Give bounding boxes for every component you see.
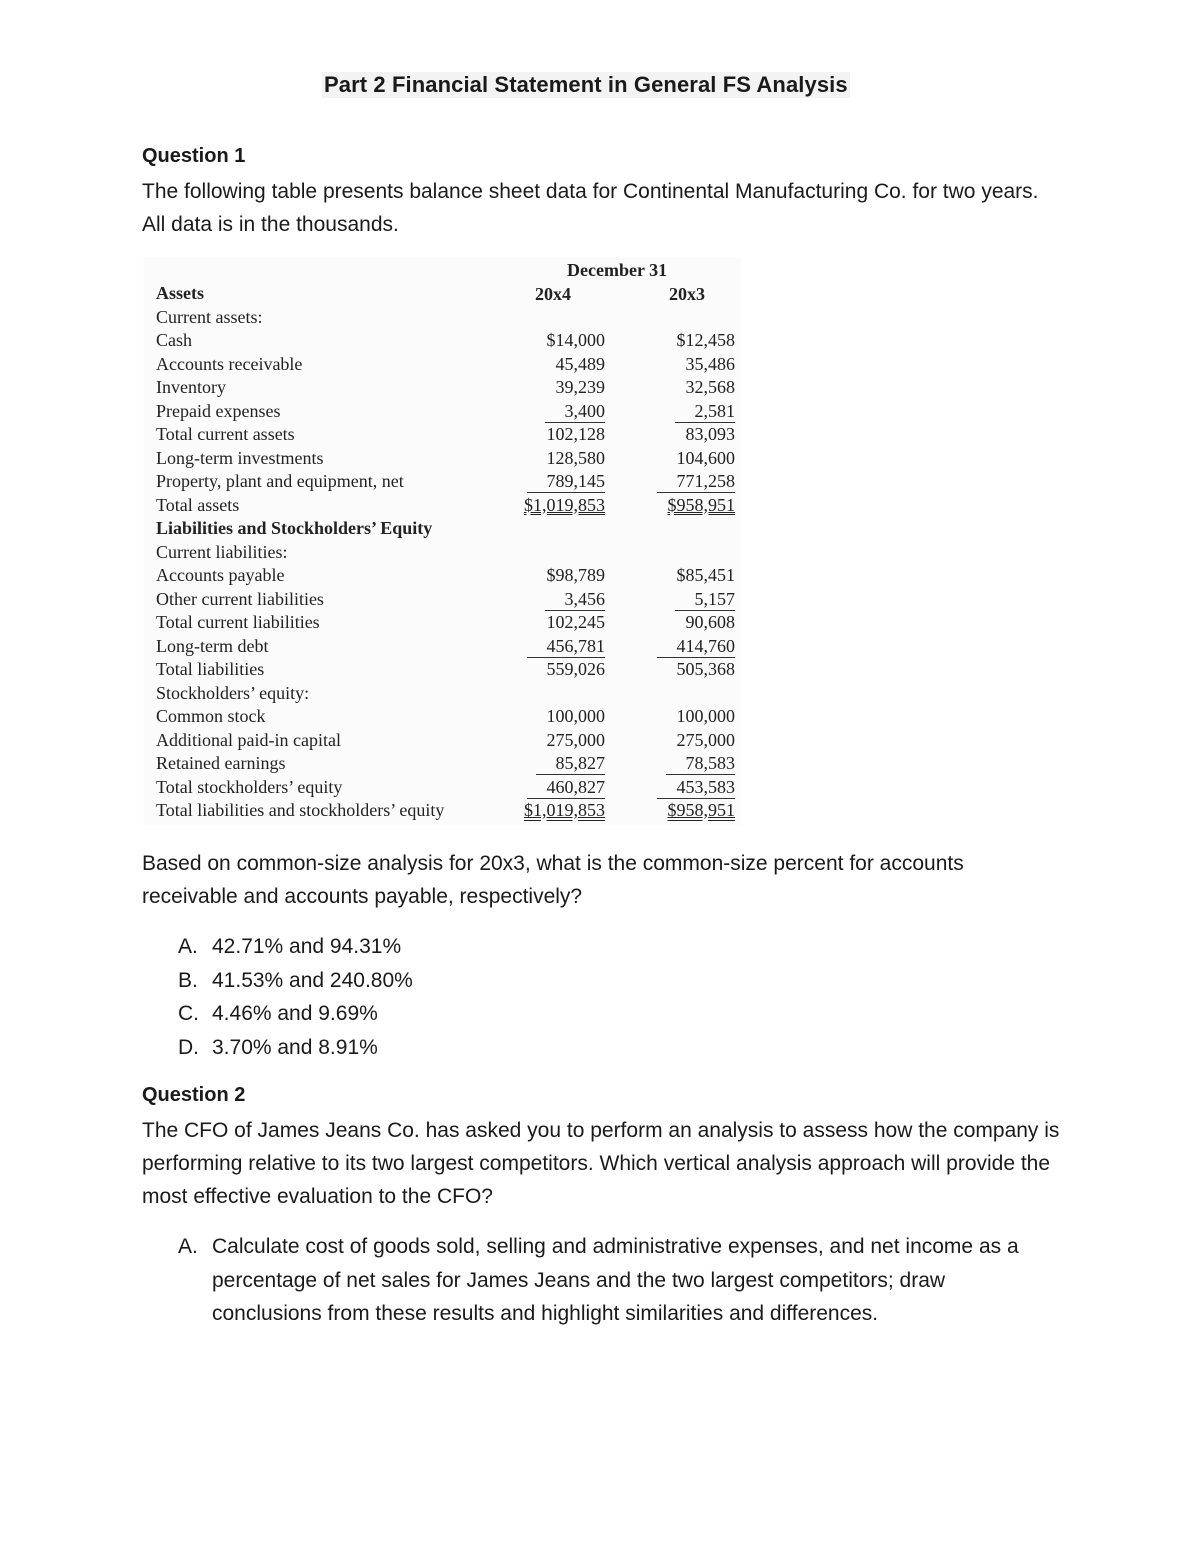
row-label: Long-term investments <box>156 447 324 468</box>
value-20x3: 90,608 <box>685 612 735 632</box>
option-letter: A. <box>178 935 198 958</box>
value-20x4: $1,019,853 <box>524 800 605 820</box>
option-text: 42.71% and 94.31% <box>212 935 402 958</box>
balance-sheet-table <box>143 257 741 825</box>
table-row <box>143 730 741 754</box>
row-label: Accounts receivable <box>156 353 303 374</box>
row-label: Inventory <box>156 377 226 397</box>
table-row <box>143 565 741 589</box>
option-letter: B. <box>178 968 198 992</box>
row-label: Total liabilities <box>156 659 265 679</box>
value-20x4: 3,400 <box>545 401 606 423</box>
value-20x4: 275,000 <box>546 729 605 750</box>
value-20x3: $958,951 <box>667 494 735 515</box>
row-label: Retained earnings <box>156 753 286 773</box>
question-1-heading: Question 1 <box>142 145 246 167</box>
page-title: Part 2 Financial Statement in General FS Analysis <box>324 72 848 97</box>
row-label: Property, plant and equipment, net <box>156 471 404 491</box>
table-header-december: December 31 <box>567 260 668 280</box>
value-20x3: 35,486 <box>685 353 735 374</box>
option-letter: D. <box>178 1035 199 1059</box>
table-row <box>143 283 741 307</box>
question-2-options <box>178 1230 1058 1331</box>
question-1-intro: The following table presents balance sheet data for Continental Manufacturing Co. for two years. All data is in the thousands. <box>142 180 1039 236</box>
table-row <box>143 307 741 331</box>
value-20x3: 83,093 <box>685 424 735 444</box>
value-20x4: 460,827 <box>527 777 606 799</box>
table-row <box>143 683 741 707</box>
row-label: Cash <box>156 330 192 350</box>
option-a[interactable] <box>178 1230 1058 1331</box>
row-label: Total assets <box>156 494 240 515</box>
value-20x4: 102,245 <box>546 612 605 632</box>
row-label: Long-term debt <box>156 635 269 656</box>
table-header-20x3: 20x3 <box>669 284 705 304</box>
row-label: Stockholders’ equity: <box>156 682 310 703</box>
value-20x3: 78,583 <box>666 753 736 775</box>
value-20x3: 5,157 <box>675 589 736 611</box>
option-letter: A. <box>178 1235 198 1258</box>
table-row <box>143 471 741 495</box>
value-20x3: 32,568 <box>685 377 735 397</box>
value-20x3: 104,600 <box>676 447 735 468</box>
value-20x3: 275,000 <box>676 729 735 750</box>
table-row <box>143 330 741 354</box>
value-20x3: 414,760 <box>657 636 736 658</box>
table-row <box>143 589 741 613</box>
value-20x4: 85,827 <box>536 753 606 775</box>
value-20x3: $12,458 <box>676 330 735 350</box>
row-label: Accounts payable <box>156 565 285 585</box>
option-a[interactable] <box>178 930 413 964</box>
row-label: Total current assets <box>156 424 295 444</box>
value-20x4: 45,489 <box>555 353 605 374</box>
value-20x4: 559,026 <box>546 659 605 679</box>
option-b[interactable] <box>178 964 413 998</box>
table-row <box>143 753 741 777</box>
value-20x4: $98,789 <box>546 565 605 585</box>
value-20x3: 505,368 <box>676 659 735 679</box>
value-20x3: $85,451 <box>676 565 735 585</box>
option-text: 3.70% and 8.91% <box>212 1035 378 1059</box>
value-20x4: 3,456 <box>545 589 606 611</box>
option-c[interactable] <box>178 997 413 1031</box>
table-row <box>143 659 741 683</box>
question-2-prompt: The CFO of James Jeans Co. has asked you to perform an analysis to assess how the company is performing relative to its two largest competitors. Which vertical analysis approach will provide the most effective evaluation to the CFO? <box>142 1119 1060 1208</box>
row-label: Additional paid-in capital <box>156 729 341 750</box>
row-label: Total liabilities and stockholders’ equity <box>156 800 445 820</box>
value-20x3: 771,258 <box>657 471 736 493</box>
option-text: 41.53% and 240.80% <box>212 968 413 992</box>
value-20x3: 2,581 <box>675 401 736 423</box>
row-label: Assets <box>156 283 204 303</box>
table-row <box>143 401 741 425</box>
value-20x4: 128,580 <box>546 447 605 468</box>
value-20x4: 100,000 <box>546 706 605 726</box>
value-20x3: 453,583 <box>657 777 736 799</box>
value-20x3: 100,000 <box>676 706 735 726</box>
option-text: 4.46% and 9.69% <box>212 1002 378 1025</box>
question-2-heading: Question 2 <box>142 1084 246 1106</box>
value-20x4: 456,781 <box>527 636 606 658</box>
option-letter: C. <box>178 1002 199 1025</box>
row-label: Current assets: <box>156 306 263 327</box>
table-row <box>143 377 741 401</box>
table-row <box>143 424 741 448</box>
option-text: Calculate cost of goods sold, selling and administrative expenses, and net income as a percentage of net sales for James Jeans and the two largest competitors; draw conclusions from these results and highlight similarities and differences. <box>212 1235 1019 1325</box>
table-row <box>143 706 741 730</box>
row-label: Prepaid expenses <box>156 400 281 421</box>
table-header-20x4: 20x4 <box>535 284 571 304</box>
row-label: Total stockholders’ equity <box>156 776 343 797</box>
table-row <box>143 518 741 542</box>
table-row <box>143 777 741 801</box>
table-row <box>143 800 741 824</box>
option-d[interactable] <box>178 1031 413 1065</box>
value-20x3: $958,951 <box>667 800 735 820</box>
table-row <box>143 448 741 472</box>
value-20x4: 789,145 <box>527 471 606 493</box>
table-row <box>143 636 741 660</box>
row-label: Liabilities and Stockholders’ Equity <box>156 518 433 538</box>
table-row <box>143 542 741 566</box>
value-20x4: $1,019,853 <box>524 494 605 515</box>
value-20x4: $14,000 <box>546 330 605 350</box>
table-row <box>143 354 741 378</box>
value-20x4: 39,239 <box>555 377 605 397</box>
question-1-prompt: Based on common-size analysis for 20x3, what is the common-size percent for accounts receivable and accounts payable, respectively? <box>142 852 964 908</box>
row-label: Total current liabilities <box>156 612 320 632</box>
row-label: Current liabilities: <box>156 541 288 562</box>
table-row <box>143 495 741 519</box>
value-20x4: 102,128 <box>546 424 605 444</box>
row-label: Common stock <box>156 706 266 726</box>
row-label: Other current liabilities <box>156 588 324 609</box>
question-1-options <box>178 930 413 1064</box>
table-row <box>143 612 741 636</box>
